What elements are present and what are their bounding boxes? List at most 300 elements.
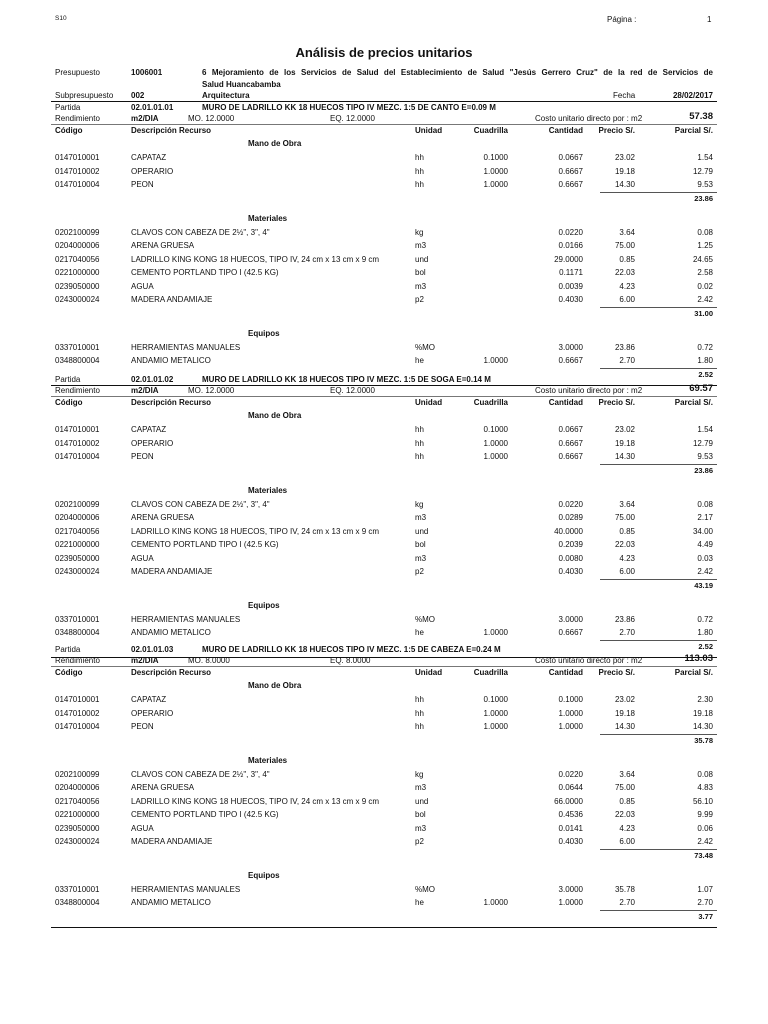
resource-parcial: 0.72 <box>697 614 713 624</box>
resource-parcial: 2.58 <box>697 268 713 277</box>
subtotal-rule <box>600 579 717 580</box>
resource-precio: 23.86 <box>614 614 635 624</box>
group-subtotal: 23.86 <box>694 193 713 203</box>
group-subtotal: 2.52 <box>698 369 713 379</box>
resource-code: 0243000024 <box>55 837 100 846</box>
resource-description: ANDAMIO METALICO <box>131 898 211 907</box>
rendimiento-unit: m2/DIA <box>131 386 159 395</box>
resource-parcial: 4.83 <box>697 783 713 792</box>
resource-unit: und <box>415 254 429 264</box>
resource-description: HERRAMIENTAS MANUALES <box>131 614 241 624</box>
resource-parcial: 9.53 <box>697 452 713 461</box>
column-header-precio: Precio S/. <box>598 398 635 407</box>
resource-description: ARENA GRUESA <box>131 241 195 250</box>
rendimiento-divider <box>51 666 717 667</box>
resource-code: 0204000006 <box>55 783 100 792</box>
mano-obra-rendimiento: MO. 12.0000 <box>188 114 235 123</box>
column-header-codigo: Código <box>55 668 83 677</box>
resource-cantidad: 3.0000 <box>558 614 583 624</box>
costo-unitario-value: 57.38 <box>689 111 713 122</box>
resource-code: 0147010002 <box>55 438 100 448</box>
resource-precio: 6.00 <box>619 295 635 304</box>
resource-precio: 2.70 <box>619 628 635 637</box>
resource-cantidad: 0.1171 <box>559 268 583 277</box>
resource-cantidad: 1.0000 <box>558 722 583 731</box>
resource-unit: hh <box>415 438 424 448</box>
resource-precio: 4.23 <box>619 553 635 563</box>
column-header-precio: Precio S/. <box>598 668 635 677</box>
header-divider <box>51 101 717 102</box>
resource-code: 0202100099 <box>55 227 100 237</box>
resource-unit: m3 <box>415 281 427 291</box>
resource-description: HERRAMIENTAS MANUALES <box>131 342 241 352</box>
resource-cantidad: 0.4536 <box>558 810 583 819</box>
subtotal-rule <box>600 734 717 735</box>
resource-unit: p2 <box>415 567 424 576</box>
resource-parcial: 2.17 <box>697 513 713 522</box>
resource-description: PEON <box>131 722 154 731</box>
resource-parcial: 9.99 <box>697 810 713 819</box>
resource-code: 0348800004 <box>55 356 100 365</box>
subtotal-rule <box>600 910 717 911</box>
resource-cantidad: 0.0220 <box>558 499 583 509</box>
group-subtotal: 73.48 <box>694 850 713 860</box>
resource-description: OPERARIO <box>131 166 174 176</box>
resource-code: 0348800004 <box>55 628 100 637</box>
subtotal-rule <box>600 368 717 369</box>
resource-code: 0147010004 <box>55 180 100 189</box>
column-header-cuadrilla: Cuadrilla <box>473 126 508 135</box>
column-header-cantidad: Cantidad <box>548 398 583 407</box>
resource-unit: m3 <box>415 553 427 563</box>
resource-parcial: 0.08 <box>697 227 713 237</box>
resource-code: 0147010001 <box>55 153 100 162</box>
mano-obra-rendimiento: MO. 12.0000 <box>188 386 235 395</box>
resource-unit: bol <box>415 268 426 277</box>
resource-description: AGUA <box>131 281 154 291</box>
partida-label: Partida <box>55 645 81 654</box>
resource-description: CEMENTO PORTLAND TIPO I (42.5 KG) <box>131 268 279 277</box>
resource-cuadrilla: 1.0000 <box>483 438 508 448</box>
resource-cuadrilla: 0.1000 <box>483 153 508 162</box>
resource-description: AGUA <box>131 823 154 833</box>
column-header-parcial: Parcial S/. <box>674 398 713 407</box>
column-header-unidad: Unidad <box>415 126 443 135</box>
column-header-precio: Precio S/. <box>598 126 635 135</box>
resource-precio: 23.86 <box>614 342 635 352</box>
resource-description: LADRILLO KING KONG 18 HUECOS, TIPO IV, 24 cm x 13 cm x 9 cm <box>131 796 380 806</box>
resource-unit: kg <box>415 769 424 779</box>
resource-description: CLAVOS CON CABEZA DE 2½", 3", 4" <box>131 499 270 509</box>
resource-parcial: 1.54 <box>697 153 713 162</box>
resource-description: LADRILLO KING KONG 18 HUECOS, TIPO IV, 24 cm x 13 cm x 9 cm <box>131 254 380 264</box>
resource-parcial: 1.54 <box>697 425 713 434</box>
resource-parcial: 56.10 <box>692 796 713 806</box>
resource-cantidad: 0.6667 <box>558 356 583 365</box>
partida-label: Partida <box>55 103 81 112</box>
resource-unit: bol <box>415 810 426 819</box>
resource-cuadrilla: 1.0000 <box>483 708 508 718</box>
resource-description: CAPATAZ <box>131 425 167 434</box>
resource-code: 0202100099 <box>55 499 100 509</box>
page-number: 1 <box>707 15 712 24</box>
resource-parcial: 1.80 <box>697 628 713 637</box>
partida-code: 02.01.01.01 <box>131 103 174 112</box>
resource-unit: %MO <box>415 884 435 894</box>
resource-precio: 22.03 <box>614 540 635 549</box>
equipo-rendimiento: EQ. 8.0000 <box>330 656 371 665</box>
resource-precio: 4.23 <box>619 281 635 291</box>
presupuesto-code: 1006001 <box>131 68 163 77</box>
rendimiento-label: Rendimiento <box>55 114 100 123</box>
resource-parcial: 0.02 <box>697 281 713 291</box>
subpresupuesto-label: Subpresupuesto <box>55 91 114 100</box>
resource-precio: 75.00 <box>614 241 635 250</box>
rendimiento-unit: m2/DIA <box>131 114 159 123</box>
resource-unit: he <box>415 356 424 365</box>
equipo-rendimiento: EQ. 12.0000 <box>330 114 375 123</box>
resource-code: 0337010001 <box>55 614 100 624</box>
resource-code: 0217040056 <box>55 526 100 536</box>
resource-cantidad: 0.6667 <box>558 452 583 461</box>
resource-parcial: 9.53 <box>697 180 713 189</box>
resource-precio: 75.00 <box>614 513 635 522</box>
resource-cuadrilla: 1.0000 <box>483 628 508 637</box>
resource-cantidad: 0.0667 <box>558 425 583 434</box>
resource-unit: und <box>415 526 429 536</box>
column-header-unidad: Unidad <box>415 398 443 407</box>
resource-description: MADERA ANDAMIAJE <box>131 837 213 846</box>
column-header-codigo: Código <box>55 398 83 407</box>
resource-cantidad: 0.0039 <box>558 281 583 291</box>
group-heading: Equipos <box>248 600 280 610</box>
subpresupuesto-code: 002 <box>131 91 145 100</box>
resource-cantidad: 0.0080 <box>558 553 583 563</box>
resource-unit: hh <box>415 166 424 176</box>
resource-parcial: 19.18 <box>692 708 713 718</box>
mano-obra-rendimiento: MO. 8.0000 <box>188 656 230 665</box>
resource-unit: hh <box>415 425 424 434</box>
resource-code: 0239050000 <box>55 823 100 833</box>
resource-parcial: 24.65 <box>692 254 713 264</box>
partida-description: MURO DE LADRILLO KK 18 HUECOS TIPO IV MEZC. 1:5 DE SOGA E=0.14 M <box>202 375 491 384</box>
resource-unit: he <box>415 898 424 907</box>
resource-precio: 22.03 <box>614 268 635 277</box>
group-heading: Materiales <box>248 213 288 223</box>
equipo-rendimiento: EQ. 12.0000 <box>330 386 375 395</box>
resource-cuadrilla: 1.0000 <box>483 356 508 365</box>
group-subtotal: 3.77 <box>698 911 713 921</box>
resource-cantidad: 0.4030 <box>558 567 583 576</box>
subtotal-rule <box>600 192 717 193</box>
resource-description: CAPATAZ <box>131 153 167 162</box>
resource-code: 0217040056 <box>55 796 100 806</box>
resource-parcial: 2.42 <box>697 837 713 846</box>
resource-code: 0147010002 <box>55 166 100 176</box>
resource-description: ARENA GRUESA <box>131 783 195 792</box>
resource-unit: hh <box>415 695 424 704</box>
presupuesto-label: Presupuesto <box>55 68 100 77</box>
resource-code: 0147010001 <box>55 695 100 704</box>
resource-cuadrilla: 0.1000 <box>483 425 508 434</box>
resource-unit: p2 <box>415 295 424 304</box>
resource-precio: 0.85 <box>619 254 635 264</box>
resource-precio: 0.85 <box>619 526 635 536</box>
resource-code: 0221000000 <box>55 540 100 549</box>
resource-unit: hh <box>415 153 424 162</box>
group-heading: Materiales <box>248 485 288 495</box>
presupuesto-description: 6 Mejoramiento de los Servicios de Salud del Establecimiento de Salud "Jesús Gerrero Cruz" de la red de Servicios de <box>202 68 713 77</box>
page-title: Análisis de precios unitarios <box>295 45 473 60</box>
resource-code: 0348800004 <box>55 898 100 907</box>
resource-parcial: 4.49 <box>697 540 713 549</box>
resource-parcial: 0.06 <box>697 823 713 833</box>
resource-precio: 2.70 <box>619 898 635 907</box>
resource-precio: 3.64 <box>619 499 635 509</box>
group-heading: Mano de Obra <box>248 139 302 148</box>
resource-parcial: 0.08 <box>697 769 713 779</box>
resource-parcial: 0.03 <box>697 553 713 563</box>
resource-cantidad: 0.0644 <box>558 783 583 792</box>
column-header-parcial: Parcial S/. <box>674 126 713 135</box>
resource-cantidad: 0.4030 <box>558 295 583 304</box>
resource-code: 0204000006 <box>55 241 100 250</box>
resource-precio: 75.00 <box>614 783 635 792</box>
group-heading: Equipos <box>248 870 280 880</box>
resource-description: PEON <box>131 452 154 461</box>
resource-precio: 4.23 <box>619 823 635 833</box>
group-subtotal: 2.52 <box>698 641 713 651</box>
resource-cantidad: 0.0220 <box>558 227 583 237</box>
column-header-descripcion: Descripción Recurso <box>131 398 212 407</box>
group-subtotal: 35.78 <box>694 735 713 745</box>
resource-precio: 23.02 <box>614 425 635 434</box>
costo-unitario-label: Costo unitario directo por : m2 <box>535 386 643 395</box>
resource-description: ARENA GRUESA <box>131 513 195 522</box>
rendimiento-label: Rendimiento <box>55 656 100 665</box>
column-header-parcial: Parcial S/. <box>674 668 713 677</box>
group-heading: Materiales <box>248 755 288 765</box>
resource-parcial: 12.79 <box>692 166 713 176</box>
resource-code: 0202100099 <box>55 769 100 779</box>
column-header-cuadrilla: Cuadrilla <box>473 398 508 407</box>
column-header-codigo: Código <box>55 126 83 135</box>
column-header-cantidad: Cantidad <box>548 668 583 677</box>
column-header-cantidad: Cantidad <box>548 126 583 135</box>
resource-code: 0243000024 <box>55 295 100 304</box>
resource-unit: hh <box>415 180 424 189</box>
group-subtotal: 43.19 <box>694 580 713 590</box>
subtotal-rule <box>600 307 717 308</box>
resource-description: MADERA ANDAMIAJE <box>131 567 213 576</box>
group-heading: Equipos <box>248 328 280 338</box>
resource-unit: hh <box>415 722 424 731</box>
resource-parcial: 0.08 <box>697 499 713 509</box>
group-heading: Mano de Obra <box>248 411 302 420</box>
resource-precio: 2.70 <box>619 356 635 365</box>
resource-description: MADERA ANDAMIAJE <box>131 295 213 304</box>
resource-code: 0217040056 <box>55 254 100 264</box>
resource-cuadrilla: 1.0000 <box>483 452 508 461</box>
resource-precio: 23.02 <box>614 695 635 704</box>
resource-unit: m3 <box>415 513 427 522</box>
group-heading: Mano de Obra <box>248 681 302 690</box>
resource-code: 0221000000 <box>55 810 100 819</box>
resource-unit: hh <box>415 708 424 718</box>
column-header-descripcion: Descripción Recurso <box>131 126 212 135</box>
subpresupuesto-description: Arquitectura <box>202 91 250 100</box>
resource-description: CEMENTO PORTLAND TIPO I (42.5 KG) <box>131 540 279 549</box>
resource-unit: m3 <box>415 241 427 250</box>
partida-code: 02.01.01.02 <box>131 375 174 384</box>
resource-precio: 19.18 <box>614 166 635 176</box>
resource-parcial: 2.70 <box>697 898 713 907</box>
resource-cantidad: 1.0000 <box>558 708 583 718</box>
resource-cantidad: 0.0289 <box>558 513 583 522</box>
resource-parcial: 1.07 <box>697 884 713 894</box>
resource-unit: kg <box>415 499 424 509</box>
resource-cuadrilla: 1.0000 <box>483 898 508 907</box>
resource-code: 0221000000 <box>55 268 100 277</box>
resource-description: PEON <box>131 180 154 189</box>
resource-parcial: 1.25 <box>697 241 713 250</box>
resource-cantidad: 0.6667 <box>558 628 583 637</box>
resource-cantidad: 0.0166 <box>558 241 583 250</box>
page-label: Página : <box>607 15 637 24</box>
resource-parcial: 1.80 <box>697 356 713 365</box>
resource-description: CEMENTO PORTLAND TIPO I (42.5 KG) <box>131 810 279 819</box>
resource-parcial: 12.79 <box>692 438 713 448</box>
resource-code: 0147010004 <box>55 452 100 461</box>
rendimiento-unit: m2/DIA <box>131 656 159 665</box>
rendimiento-divider <box>51 124 717 125</box>
costo-unitario-label: Costo unitario directo por : m2 <box>535 114 643 123</box>
resource-cantidad: 0.0141 <box>558 823 583 833</box>
resource-cantidad: 0.1000 <box>558 695 583 704</box>
resource-precio: 23.02 <box>614 153 635 162</box>
resource-parcial: 34.00 <box>692 526 713 536</box>
resource-description: ANDAMIO METALICO <box>131 356 211 365</box>
resource-description: CAPATAZ <box>131 695 167 704</box>
resource-cantidad: 0.4030 <box>558 837 583 846</box>
report-code: S10 <box>55 15 67 22</box>
resource-code: 0147010004 <box>55 722 100 731</box>
resource-code: 0239050000 <box>55 281 100 291</box>
resource-code: 0147010002 <box>55 708 100 718</box>
resource-precio: 3.64 <box>619 227 635 237</box>
resource-unit: %MO <box>415 614 435 624</box>
subtotal-rule <box>600 849 717 850</box>
group-subtotal: 31.00 <box>694 308 713 318</box>
resource-cantidad: 29.0000 <box>554 254 583 264</box>
resource-code: 0337010001 <box>55 342 100 352</box>
group-subtotal: 23.86 <box>694 465 713 475</box>
fecha-label: Fecha <box>613 91 636 100</box>
resource-description: ANDAMIO METALICO <box>131 628 211 637</box>
rendimiento-label: Rendimiento <box>55 386 100 395</box>
rendimiento-divider <box>51 396 717 397</box>
resource-parcial: 2.42 <box>697 295 713 304</box>
resource-unit: m3 <box>415 783 427 792</box>
resource-parcial: 2.42 <box>697 567 713 576</box>
resource-description: AGUA <box>131 553 154 563</box>
resource-description: OPERARIO <box>131 708 174 718</box>
resource-cantidad: 40.0000 <box>554 526 583 536</box>
subtotal-rule <box>600 464 717 465</box>
resource-precio: 35.78 <box>614 884 635 894</box>
resource-unit: bol <box>415 540 426 549</box>
resource-unit: m3 <box>415 823 427 833</box>
partida-description: MURO DE LADRILLO KK 18 HUECOS TIPO IV MEZC. 1:5 DE CABEZA E=0.24 M <box>202 645 501 654</box>
resource-cantidad: 0.6667 <box>558 180 583 189</box>
resource-precio: 19.18 <box>614 708 635 718</box>
resource-unit: kg <box>415 227 424 237</box>
resource-cantidad: 0.6667 <box>558 438 583 448</box>
resource-cuadrilla: 1.0000 <box>483 180 508 189</box>
resource-cantidad: 3.0000 <box>558 342 583 352</box>
resource-description: LADRILLO KING KONG 18 HUECOS, TIPO IV, 24 cm x 13 cm x 9 cm <box>131 526 380 536</box>
subtotal-rule <box>600 640 717 641</box>
resource-code: 0337010001 <box>55 884 100 894</box>
resource-code: 0147010001 <box>55 425 100 434</box>
resource-cantidad: 0.0667 <box>558 153 583 162</box>
resource-precio: 6.00 <box>619 567 635 576</box>
resource-code: 0204000006 <box>55 513 100 522</box>
resource-precio: 14.30 <box>614 180 635 189</box>
presupuesto-description-2: Salud Huancabamba <box>202 80 281 89</box>
resource-code: 0239050000 <box>55 553 100 563</box>
resource-unit: he <box>415 628 424 637</box>
resource-unit: hh <box>415 452 424 461</box>
resource-parcial: 14.30 <box>692 722 713 731</box>
costo-unitario-label: Costo unitario directo por : m2 <box>535 656 643 665</box>
resource-precio: 14.30 <box>614 452 635 461</box>
resource-precio: 14.30 <box>614 722 635 731</box>
partida-code: 02.01.01.03 <box>131 645 174 654</box>
resource-precio: 19.18 <box>614 438 635 448</box>
resource-parcial: 2.30 <box>697 695 713 704</box>
resource-description: CLAVOS CON CABEZA DE 2½", 3", 4" <box>131 769 270 779</box>
column-header-descripcion: Descripción Recurso <box>131 668 212 677</box>
resource-cuadrilla: 1.0000 <box>483 166 508 176</box>
resource-precio: 6.00 <box>619 837 635 846</box>
resource-cantidad: 1.0000 <box>558 898 583 907</box>
resource-cantidad: 0.6667 <box>558 166 583 176</box>
partida-description: MURO DE LADRILLO KK 18 HUECOS TIPO IV MEZC. 1:5 DE CANTO E=0.09 M <box>202 103 496 112</box>
resource-cuadrilla: 0.1000 <box>483 695 508 704</box>
resource-cantidad: 0.2039 <box>558 540 583 549</box>
partida-end-divider <box>51 927 717 928</box>
resource-description: CLAVOS CON CABEZA DE 2½", 3", 4" <box>131 227 270 237</box>
resource-cantidad: 0.0220 <box>558 769 583 779</box>
fecha-value: 28/02/2017 <box>672 91 713 100</box>
resource-description: OPERARIO <box>131 438 174 448</box>
resource-code: 0243000024 <box>55 567 100 576</box>
resource-unit: und <box>415 796 429 806</box>
column-header-cuadrilla: Cuadrilla <box>473 668 508 677</box>
resource-unit: p2 <box>415 837 424 846</box>
resource-unit: %MO <box>415 342 435 352</box>
resource-cantidad: 3.0000 <box>558 884 583 894</box>
resource-parcial: 0.72 <box>697 342 713 352</box>
resource-description: HERRAMIENTAS MANUALES <box>131 884 241 894</box>
resource-precio: 3.64 <box>619 769 635 779</box>
costo-unitario-value: 69.57 <box>689 383 713 394</box>
costo-unitario-value: 113.03 <box>684 653 713 664</box>
partida-label: Partida <box>55 375 81 384</box>
resource-cuadrilla: 1.0000 <box>483 722 508 731</box>
resource-precio: 22.03 <box>614 810 635 819</box>
